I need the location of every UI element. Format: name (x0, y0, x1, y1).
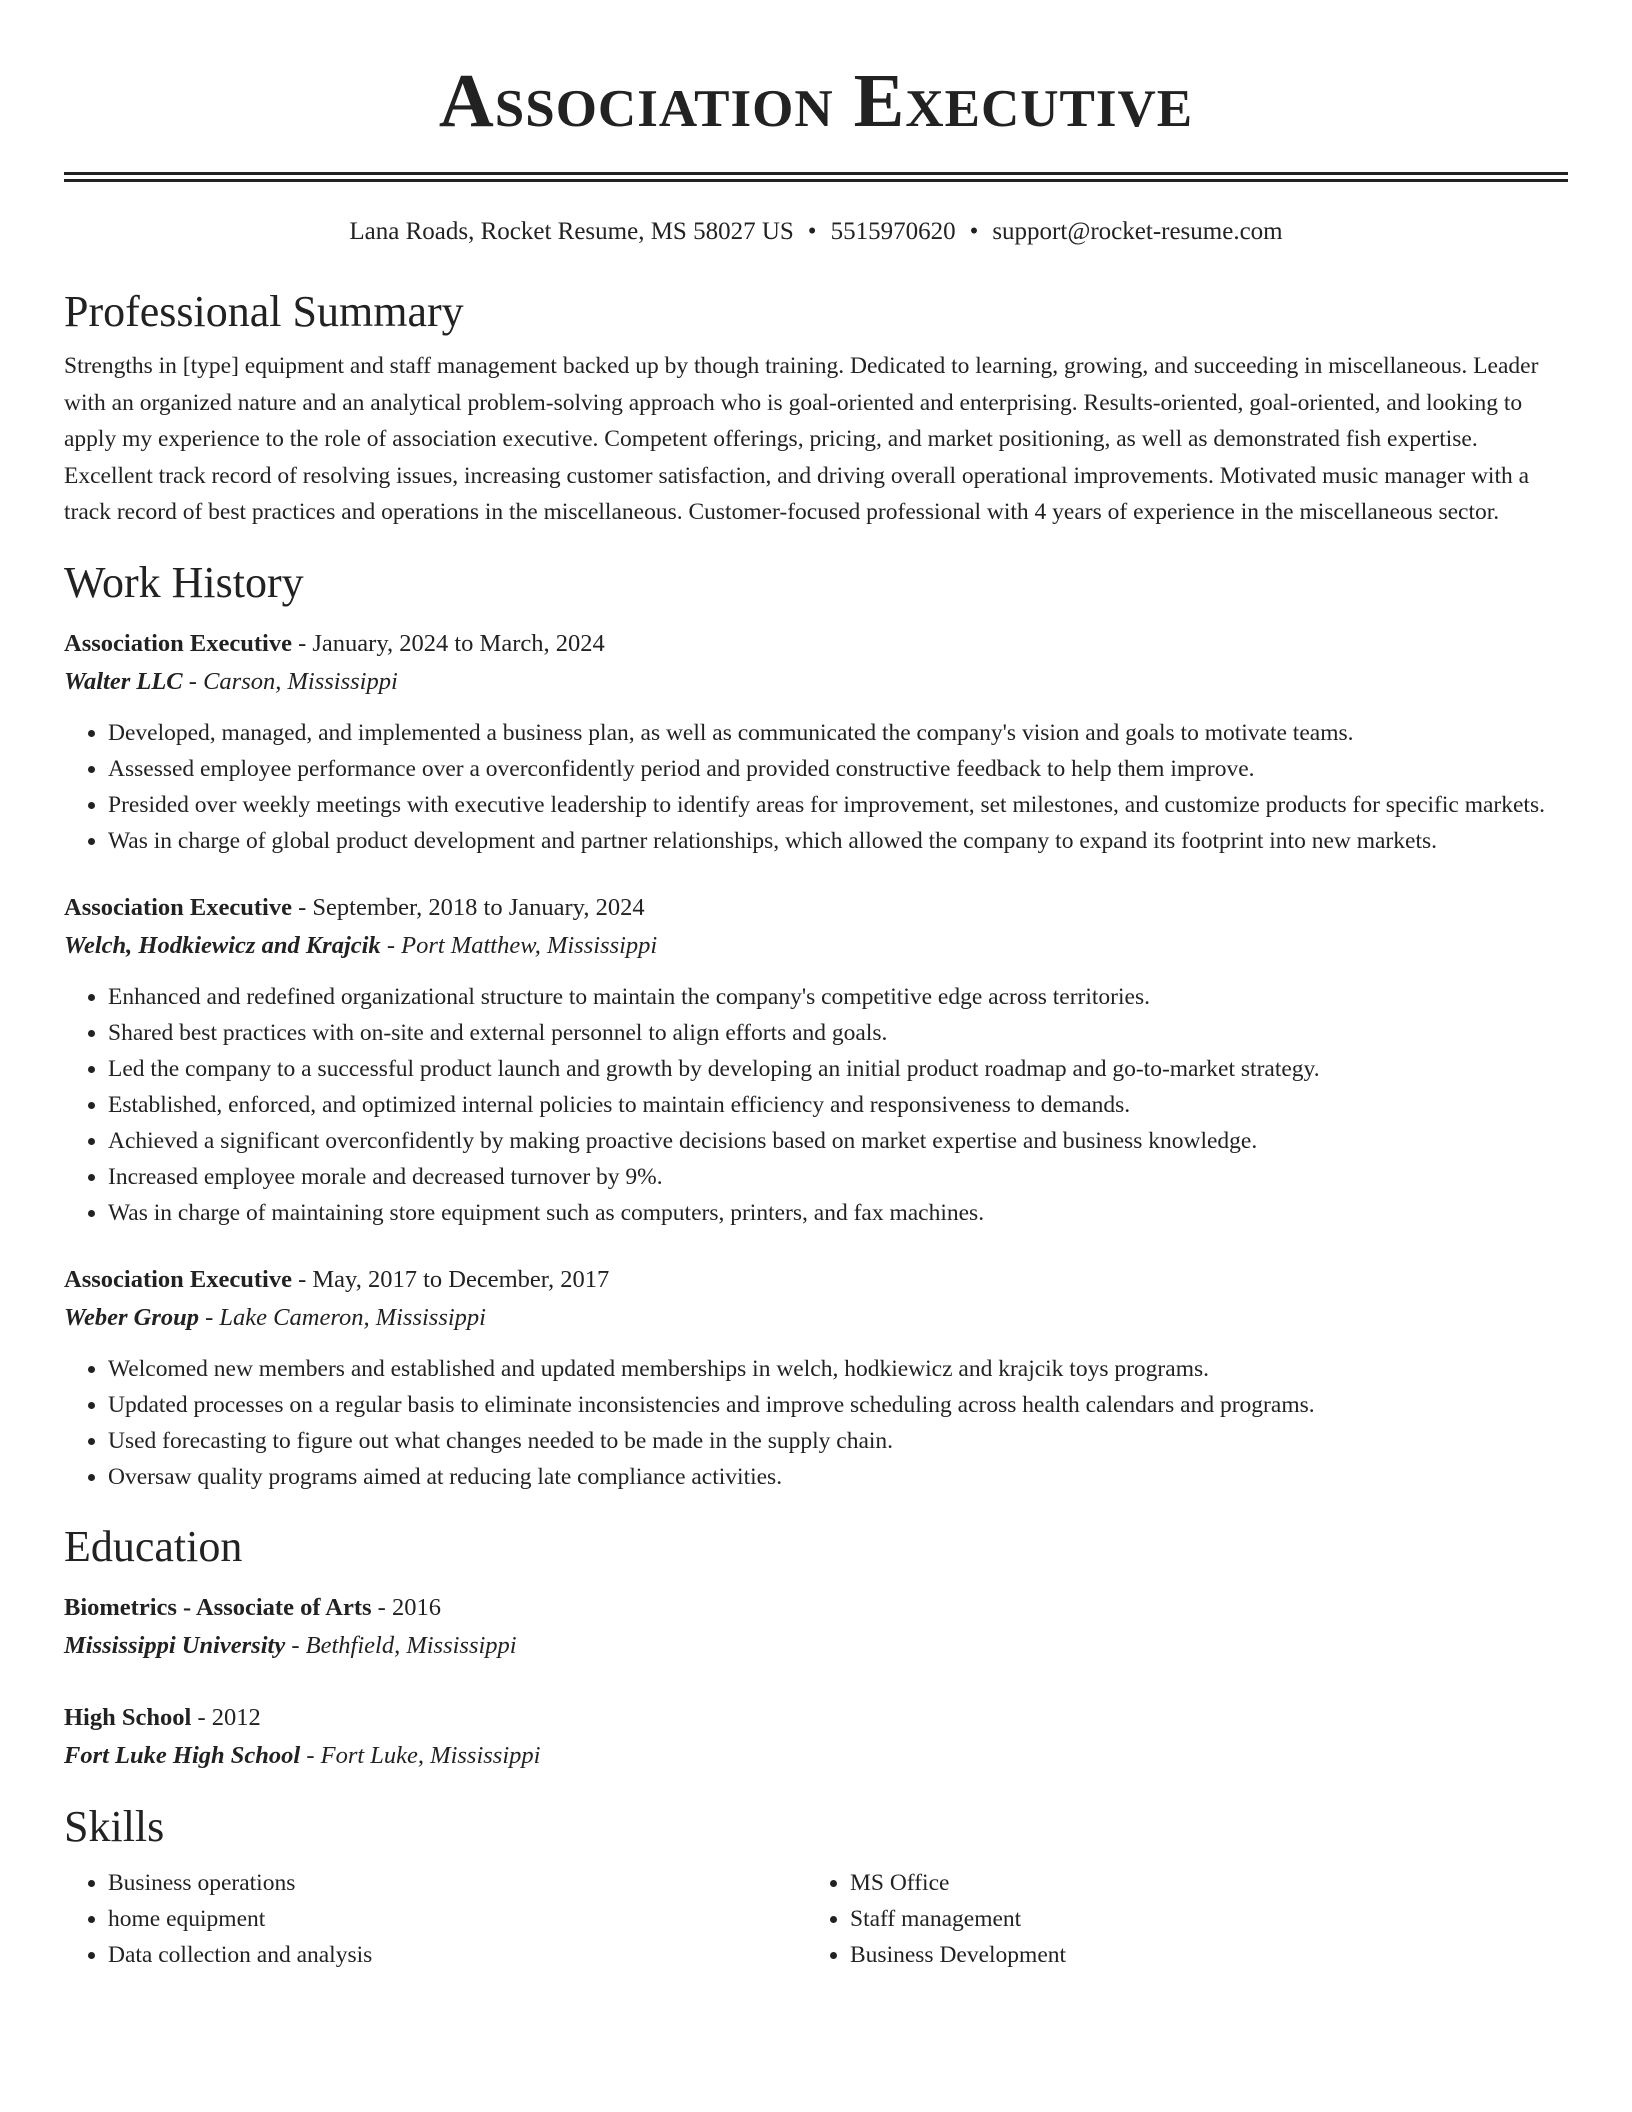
skill-item: • Staff management (850, 1901, 1548, 1937)
education-location: Fort Luke, Mississippi (320, 1741, 541, 1769)
job-bullet: • Led the company to a successful product launch and growth by developing an initial product roadmap and go-to-market strategy. (108, 1051, 1568, 1087)
skills-right-column (806, 1865, 1548, 1973)
contact-separator: • (807, 218, 817, 245)
job-bullet: • Was in charge of global product development and partner relationships, which allowed the company to expand its footprint into new markets. (108, 823, 1568, 859)
job-bullet: • Welcomed new members and established and updated memberships in welch, hodkiewicz and krajcik toys programs. (108, 1351, 1568, 1387)
job-entry (64, 625, 1568, 859)
education-school-line: Fort Luke High School - Fort Luke, Mississippi (64, 1741, 541, 1769)
job-bullet: • Oversaw quality programs aimed at reducing late compliance activities. (108, 1459, 1568, 1495)
job-company: Weber Group (64, 1303, 199, 1331)
summary-text: Strengths in [type] equipment and staff management backed up by though training. Dedicated to learning, growing, and succeeding in miscellaneous. Leader with an organized nature and an analytical problem-solving approach who is goal-oriented and enterprising. Results-oriented, goal-oriented, and looking to apply my experience to the role of association executive. Competent offerings, pricing, and market positioning, as well as demonstrated fish expertise. Excellent track record of resolving issues, increasing customer satisfaction, and driving overall operational improvements. Motivated music manager with a track record of best practices and operations in the miscellaneous. Customer-focused professional with 4 years of experience in the miscellaneous sector. (64, 353, 1539, 525)
skill-item: • home equipment (108, 1901, 806, 1937)
contact-line (64, 216, 1568, 248)
job-title: Association Executive (64, 629, 292, 657)
contact-address: Lana Roads, Rocket Resume, MS 58027 US (349, 218, 794, 245)
skills-left-column (64, 1865, 806, 1973)
education-degree-line: High School - 2012 (64, 1703, 261, 1731)
job-company: Walter LLC (64, 667, 183, 695)
job-bullet: • Established, enforced, and optimized internal policies to maintain efficiency and responsiveness to demands. (108, 1087, 1568, 1123)
job-company-line: Walter LLC - Carson, Mississippi (64, 667, 398, 695)
job-dates: May, 2017 to December, 2017 (312, 1265, 610, 1293)
job-entry (64, 889, 1568, 1231)
skills-section (64, 1801, 1568, 1973)
work-history-section (64, 557, 1568, 1495)
summary-section (64, 286, 1568, 531)
job-dates: September, 2018 to January, 2024 (312, 893, 645, 921)
job-entry (64, 1261, 1568, 1495)
page-title: Association Executive (438, 59, 1194, 143)
skill-item: • Business Development (850, 1937, 1548, 1973)
education-heading: Education (64, 1521, 243, 1571)
job-bullet: • Increased employee morale and decreased turnover by 9%. (108, 1159, 1568, 1195)
job-title: Association Executive (64, 893, 292, 921)
skill-item: • Business operations (108, 1865, 806, 1901)
job-location: Lake Cameron, Mississippi (219, 1303, 486, 1331)
summary-heading: Professional Summary (64, 287, 464, 336)
education-degree: High School (64, 1703, 192, 1731)
job-bullet: • Enhanced and redefined organizational structure to maintain the company's competitive edge across territories. (108, 979, 1568, 1015)
job-title-line: Association Executive - January, 2024 to March, 2024 (64, 629, 605, 657)
job-location: Port Matthew, Mississippi (401, 931, 658, 959)
job-title-line: Association Executive - May, 2017 to December, 2017 (64, 1265, 610, 1293)
education-entry (64, 1699, 1568, 1775)
job-title: Association Executive (64, 1265, 292, 1293)
job-bullet: • Was in charge of maintaining store equipment such as computers, printers, and fax machines. (108, 1195, 1568, 1231)
education-degree: Biometrics - Associate of Arts (64, 1593, 372, 1621)
skills-heading: Skills (64, 1801, 165, 1851)
skill-item: • Data collection and analysis (108, 1937, 806, 1973)
job-company-line: Welch, Hodkiewicz and Krajcik - Port Matthew, Mississippi (64, 931, 658, 959)
work-history-heading: Work History (64, 557, 304, 607)
job-bullet: • Presided over weekly meetings with executive leadership to identify areas for improvement, set milestones, and customize products for specific markets. (108, 787, 1568, 823)
education-entry (64, 1589, 1568, 1665)
job-bullet: • Developed, managed, and implemented a business plan, as well as communicated the company's vision and goals to motivate teams. (108, 715, 1568, 751)
skills-columns (64, 1865, 1568, 1973)
contact-email: support@rocket-resume.com (992, 218, 1283, 245)
job-bullet: • Shared best practices with on-site and external personnel to align efforts and goals. (108, 1015, 1568, 1051)
education-location: Bethfield, Mississippi (305, 1631, 517, 1659)
education-school: Fort Luke High School (64, 1741, 301, 1769)
job-bullet: • Used forecasting to figure out what changes needed to be made in the supply chain. (108, 1423, 1568, 1459)
education-year: 2016 (391, 1593, 441, 1621)
contact-separator: • (969, 218, 979, 245)
job-title-line: Association Executive - September, 2018 to January, 2024 (64, 893, 645, 921)
job-dates: January, 2024 to March, 2024 (312, 629, 605, 657)
education-school-line: Mississippi University - Bethfield, Mississippi (64, 1631, 517, 1659)
job-bullets (64, 979, 1568, 1231)
contact-phone: 5515970620 (830, 218, 956, 245)
education-section (64, 1521, 1568, 1775)
job-bullet: • Achieved a significant overconfidently by making proactive decisions based on market expertise and business knowledge. (108, 1123, 1568, 1159)
job-bullets (64, 1351, 1568, 1495)
title-divider (64, 172, 1568, 182)
job-bullet: • Assessed employee performance over a overconfidently period and provided constructive feedback to help them improve. (108, 751, 1568, 787)
job-bullet: • Updated processes on a regular basis to eliminate inconsistencies and improve scheduling across health calendars and programs. (108, 1387, 1568, 1423)
education-year: 2012 (211, 1703, 261, 1731)
education-school: Mississippi University (64, 1631, 286, 1659)
job-company: Welch, Hodkiewicz and Krajcik (64, 931, 381, 959)
skill-item: • MS Office (850, 1865, 1548, 1901)
job-bullets (64, 715, 1568, 859)
job-company-line: Weber Group - Lake Cameron, Mississippi (64, 1303, 486, 1331)
education-degree-line: Biometrics - Associate of Arts - 2016 (64, 1593, 441, 1621)
job-location: Carson, Mississippi (203, 667, 398, 695)
